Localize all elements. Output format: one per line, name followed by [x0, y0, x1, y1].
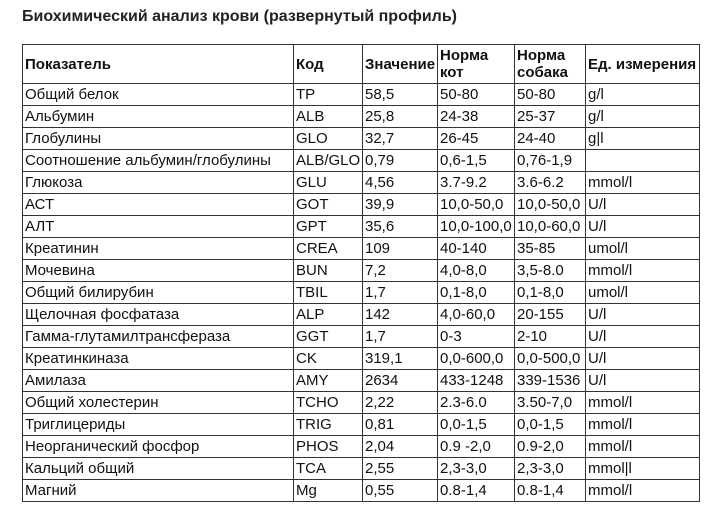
- results-table: [22, 44, 700, 502]
- norm-dog-cell: 339-1536: [515, 370, 586, 392]
- parameter-cell: Мочевина: [23, 260, 294, 282]
- header-label-line2: кот: [440, 64, 464, 81]
- table-row: [23, 260, 700, 282]
- header-norm-cat: [438, 45, 515, 84]
- norm-dog-cell: 0,76-1,9: [515, 150, 586, 172]
- parameter-cell: Общий холестерин: [23, 392, 294, 414]
- norm-dog-cell: 0.9-2,0: [515, 436, 586, 458]
- norm-cat-cell: 433-1248: [438, 370, 515, 392]
- norm-dog-cell: 35-85: [515, 238, 586, 260]
- code-cell: GPT: [294, 216, 363, 238]
- table-row: [23, 392, 700, 414]
- header-code: [294, 45, 363, 84]
- value-cell: 1,7: [363, 282, 438, 304]
- norm-dog-cell: 0.8-1,4: [515, 480, 586, 502]
- parameter-cell: Креатинкиназа: [23, 348, 294, 370]
- unit-cell: mmol/l: [586, 414, 700, 436]
- norm-cat-cell: 0,0-600,0: [438, 348, 515, 370]
- parameter-cell: Глюкоза: [23, 172, 294, 194]
- table-row: [23, 304, 700, 326]
- norm-dog-cell: 20-155: [515, 304, 586, 326]
- code-cell: BUN: [294, 260, 363, 282]
- header-norm-dog: [515, 45, 586, 84]
- value-cell: 319,1: [363, 348, 438, 370]
- unit-cell: g/l: [586, 84, 700, 106]
- norm-dog-cell: 0,1-8,0: [515, 282, 586, 304]
- header-label-line1: Ед. измерения: [588, 55, 697, 73]
- unit-cell: U/l: [586, 348, 700, 370]
- norm-cat-cell: 2.3-6.0: [438, 392, 515, 414]
- norm-cat-cell: 4,0-60,0: [438, 304, 515, 326]
- table-row: [23, 84, 700, 106]
- value-cell: 2634: [363, 370, 438, 392]
- table-row: [23, 150, 700, 172]
- unit-cell: mmol/l: [586, 436, 700, 458]
- norm-cat-cell: 24-38: [438, 106, 515, 128]
- code-cell: ALB: [294, 106, 363, 128]
- parameter-cell: Общий белок: [23, 84, 294, 106]
- table-row: [23, 282, 700, 304]
- parameter-cell: Магний: [23, 480, 294, 502]
- header-label-line1: Норма: [517, 47, 566, 64]
- parameter-cell: Общий билирубин: [23, 282, 294, 304]
- value-cell: 2,55: [363, 458, 438, 480]
- norm-cat-cell: 50-80: [438, 84, 515, 106]
- norm-cat-cell: 0.9 -2,0: [438, 436, 515, 458]
- unit-cell: g|l: [586, 128, 700, 150]
- norm-dog-cell: 2-10: [515, 326, 586, 348]
- code-cell: TCHO: [294, 392, 363, 414]
- value-cell: 25,8: [363, 106, 438, 128]
- norm-cat-cell: 0,6-1,5: [438, 150, 515, 172]
- page-title: Биохимический анализ крови (развернутый профиль): [22, 8, 458, 25]
- norm-cat-cell: 2,3-3,0: [438, 458, 515, 480]
- parameter-cell: Неорганический фосфор: [23, 436, 294, 458]
- norm-cat-cell: 40-140: [438, 238, 515, 260]
- table-body: [23, 84, 700, 502]
- value-cell: 39,9: [363, 194, 438, 216]
- code-cell: TCA: [294, 458, 363, 480]
- parameter-cell: Амилаза: [23, 370, 294, 392]
- table-row: [23, 194, 700, 216]
- value-cell: 7,2: [363, 260, 438, 282]
- unit-cell: mmol/l: [586, 480, 700, 502]
- value-cell: 32,7: [363, 128, 438, 150]
- unit-cell: mmol/l: [586, 260, 700, 282]
- code-cell: CREA: [294, 238, 363, 260]
- norm-cat-cell: 10,0-50,0: [438, 194, 515, 216]
- unit-cell: mmol|l: [586, 458, 700, 480]
- header-value: [363, 45, 438, 84]
- value-cell: 109: [363, 238, 438, 260]
- table-row: [23, 414, 700, 436]
- unit-cell: mmol/l: [586, 392, 700, 414]
- parameter-cell: Гамма-глутамилтрансфераза: [23, 326, 294, 348]
- norm-cat-cell: 3.7-9.2: [438, 172, 515, 194]
- unit-cell: g/l: [586, 106, 700, 128]
- code-cell: GLU: [294, 172, 363, 194]
- unit-cell: [586, 150, 700, 172]
- norm-dog-cell: 3.6-6.2: [515, 172, 586, 194]
- header-label-line1: Код: [296, 55, 324, 73]
- value-cell: 58,5: [363, 84, 438, 106]
- table-header: [23, 45, 700, 84]
- code-cell: Mg: [294, 480, 363, 502]
- norm-cat-cell: 0.8-1,4: [438, 480, 515, 502]
- value-cell: 1,7: [363, 326, 438, 348]
- code-cell: ALB/GLO: [294, 150, 363, 172]
- norm-dog-cell: 24-40: [515, 128, 586, 150]
- norm-dog-cell: 3.50-7,0: [515, 392, 586, 414]
- code-cell: GGT: [294, 326, 363, 348]
- table-row: [23, 348, 700, 370]
- table-row: [23, 128, 700, 150]
- unit-cell: U/l: [586, 194, 700, 216]
- norm-dog-cell: 0,0-1,5: [515, 414, 586, 436]
- value-cell: 142: [363, 304, 438, 326]
- parameter-cell: Глобулины: [23, 128, 294, 150]
- parameter-cell: АСТ: [23, 194, 294, 216]
- norm-cat-cell: 0-3: [438, 326, 515, 348]
- table-row: [23, 436, 700, 458]
- table-row: [23, 172, 700, 194]
- norm-cat-cell: 10,0-100,0: [438, 216, 515, 238]
- unit-cell: U/l: [586, 216, 700, 238]
- parameter-cell: Альбумин: [23, 106, 294, 128]
- unit-cell: U/l: [586, 370, 700, 392]
- norm-dog-cell: 10,0-60,0: [515, 216, 586, 238]
- table-row: [23, 106, 700, 128]
- table-row: [23, 238, 700, 260]
- norm-dog-cell: 2,3-3,0: [515, 458, 586, 480]
- header-label-line1: Значение: [365, 55, 436, 73]
- table-row: [23, 480, 700, 502]
- value-cell: 0,55: [363, 480, 438, 502]
- parameter-cell: Кальций общий: [23, 458, 294, 480]
- header-label-line2: собака: [517, 64, 568, 81]
- parameter-cell: Креатинин: [23, 238, 294, 260]
- table-row: [23, 458, 700, 480]
- norm-cat-cell: 26-45: [438, 128, 515, 150]
- norm-cat-cell: 4,0-8,0: [438, 260, 515, 282]
- unit-cell: mmol/l: [586, 172, 700, 194]
- code-cell: PHOS: [294, 436, 363, 458]
- code-cell: ALP: [294, 304, 363, 326]
- value-cell: 4,56: [363, 172, 438, 194]
- parameter-cell: Щелочная фосфатаза: [23, 304, 294, 326]
- table-row: [23, 370, 700, 392]
- code-cell: GOT: [294, 194, 363, 216]
- norm-cat-cell: 0,0-1,5: [438, 414, 515, 436]
- code-cell: GLO: [294, 128, 363, 150]
- norm-dog-cell: 3,5-8.0: [515, 260, 586, 282]
- value-cell: 2,04: [363, 436, 438, 458]
- unit-cell: U/l: [586, 326, 700, 348]
- norm-dog-cell: 10,0-50,0: [515, 194, 586, 216]
- table-row: [23, 326, 700, 348]
- norm-dog-cell: 0,0-500,0: [515, 348, 586, 370]
- parameter-cell: АЛТ: [23, 216, 294, 238]
- value-cell: 0,81: [363, 414, 438, 436]
- norm-dog-cell: 25-37: [515, 106, 586, 128]
- header-unit: [586, 45, 700, 84]
- code-cell: TRIG: [294, 414, 363, 436]
- value-cell: 2,22: [363, 392, 438, 414]
- code-cell: TP: [294, 84, 363, 106]
- value-cell: 35,6: [363, 216, 438, 238]
- code-cell: TBIL: [294, 282, 363, 304]
- unit-cell: umol/l: [586, 282, 700, 304]
- norm-dog-cell: 50-80: [515, 84, 586, 106]
- header-label-line1: Норма: [440, 47, 489, 64]
- header-row: [23, 45, 700, 84]
- header-label-line1: Показатель: [25, 55, 112, 73]
- code-cell: AMY: [294, 370, 363, 392]
- unit-cell: umol/l: [586, 238, 700, 260]
- value-cell: 0,79: [363, 150, 438, 172]
- parameter-cell: Соотношение альбумин/глобулины: [23, 150, 294, 172]
- code-cell: CK: [294, 348, 363, 370]
- norm-cat-cell: 0,1-8,0: [438, 282, 515, 304]
- header-parameter: [23, 45, 294, 84]
- unit-cell: U/l: [586, 304, 700, 326]
- parameter-cell: Триглицериды: [23, 414, 294, 436]
- table-row: [23, 216, 700, 238]
